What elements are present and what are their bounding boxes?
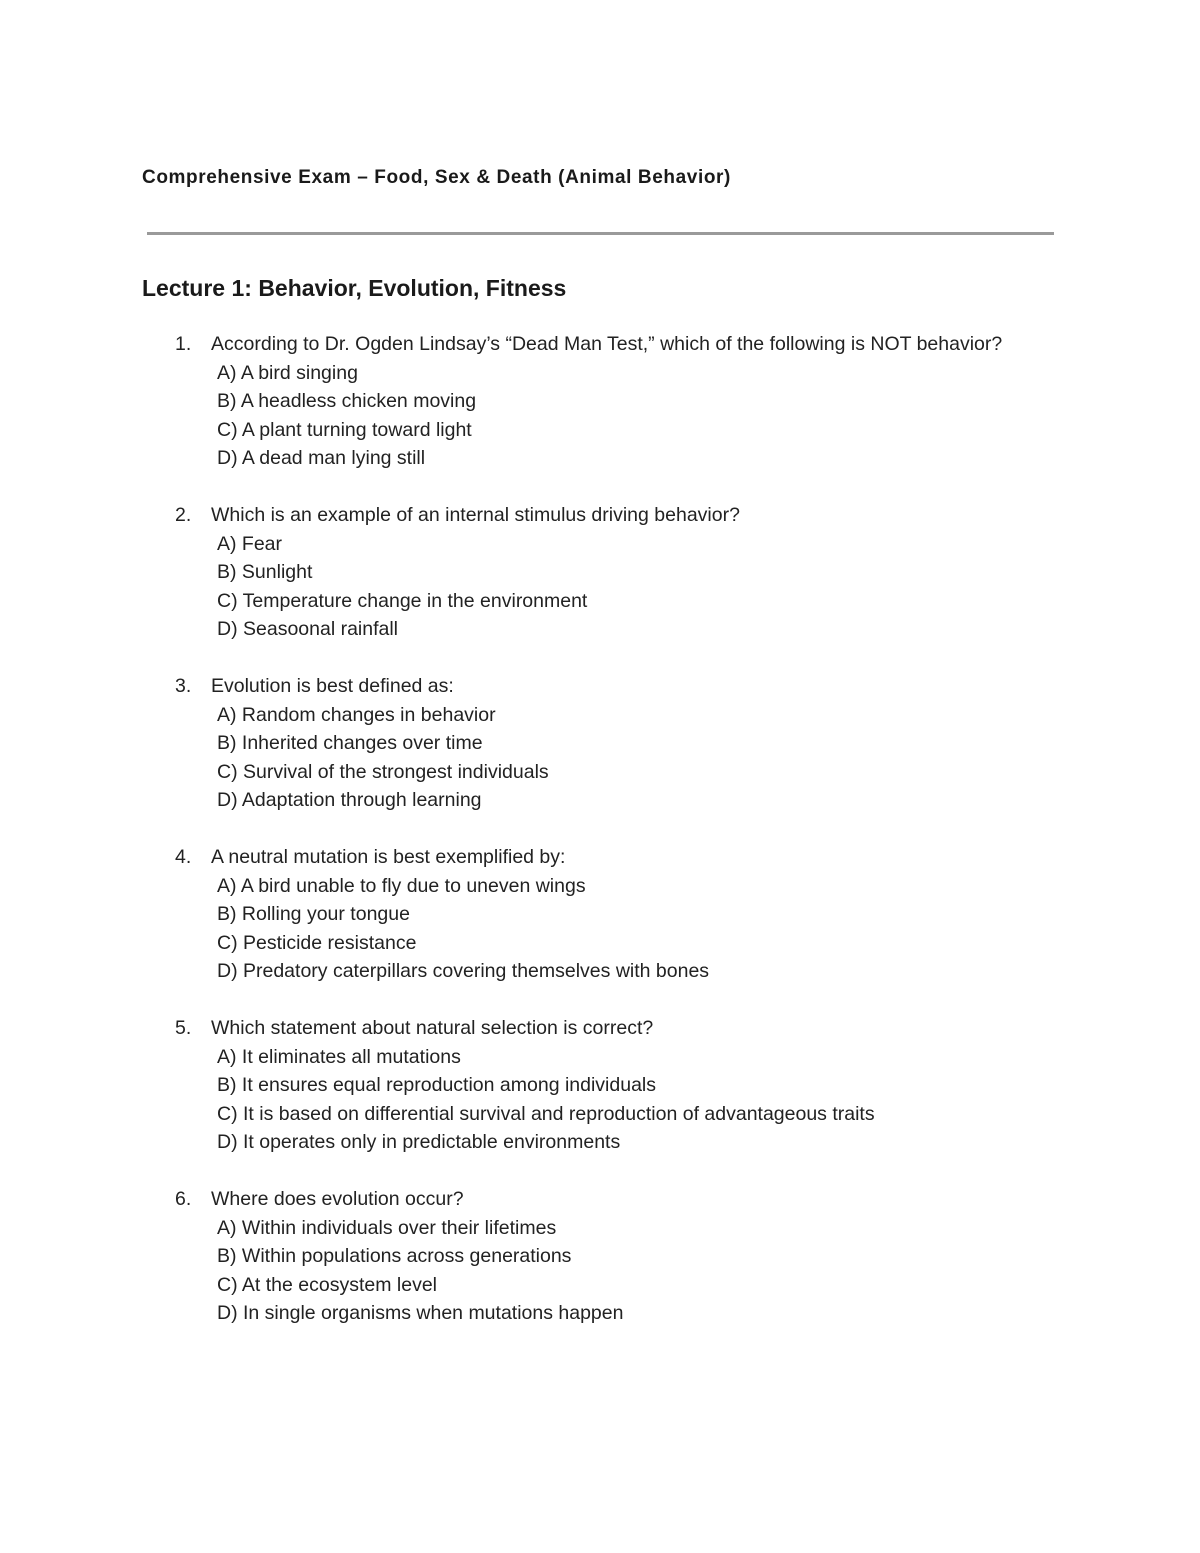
answer-option: A) Random changes in behavior xyxy=(217,703,496,726)
answer-options xyxy=(0,530,1200,644)
horizontal-rule xyxy=(147,232,1054,235)
answer-option: C) Temperature change in the environment xyxy=(217,589,588,612)
answer-option: D) Predatory caterpillars covering themselves with bones xyxy=(217,960,710,982)
question-number: 1. xyxy=(175,333,192,355)
answer-option: C) Survival of the strongest individuals xyxy=(217,760,549,783)
answer-option: C) A plant turning toward light xyxy=(217,418,472,441)
question-text: Which statement about natural selection is correct? xyxy=(211,1017,654,1039)
question-item xyxy=(0,501,1200,644)
document-title: Comprehensive Exam – Food, Sex & Death (Animal Behavior) xyxy=(142,167,731,188)
question-number: 4. xyxy=(175,846,192,868)
answer-option: C) At the ecosystem level xyxy=(217,1273,438,1296)
answer-option: A) Fear xyxy=(217,532,283,555)
answer-options xyxy=(0,872,1200,986)
question-item xyxy=(0,672,1200,815)
question-number: 3. xyxy=(175,675,192,697)
answer-option: B) Within populations across generations xyxy=(217,1245,572,1267)
question-text: Evolution is best defined as: xyxy=(211,675,454,697)
answer-option: D) It operates only in predictable environments xyxy=(217,1131,621,1153)
answer-option: B) Sunlight xyxy=(217,561,313,583)
answer-option: B) Rolling your tongue xyxy=(217,903,410,925)
question-text: A neutral mutation is best exemplified by: xyxy=(211,846,566,868)
question-list xyxy=(0,330,1200,1356)
answer-options xyxy=(0,1043,1200,1157)
question-item xyxy=(0,1185,1200,1328)
answer-option: D) In single organisms when mutations happen xyxy=(217,1302,624,1324)
question-text: Which is an example of an internal stimulus driving behavior? xyxy=(211,504,740,526)
answer-option: C) Pesticide resistance xyxy=(217,931,417,954)
answer-options xyxy=(0,1214,1200,1328)
section-heading: Lecture 1: Behavior, Evolution, Fitness xyxy=(142,275,567,301)
answer-option: B) Inherited changes over time xyxy=(217,732,483,754)
question-item xyxy=(0,1014,1200,1157)
answer-option: A) Within individuals over their lifetimes xyxy=(217,1216,557,1239)
question-item xyxy=(0,330,1200,473)
question-text: According to Dr. Ogden Lindsay’s “Dead Man Test,” which of the following is NOT behavior? xyxy=(211,333,1003,355)
answer-option: D) Adaptation through learning xyxy=(217,789,482,811)
answer-option: A) A bird unable to fly due to uneven wings xyxy=(217,874,586,897)
answer-option: A) It eliminates all mutations xyxy=(217,1045,461,1068)
answer-options xyxy=(0,359,1200,473)
question-number: 6. xyxy=(175,1188,192,1210)
question-item xyxy=(0,843,1200,986)
answer-option: A) A bird singing xyxy=(217,361,358,384)
question-number: 5. xyxy=(175,1017,192,1039)
answer-option: D) Seasoonal rainfall xyxy=(217,618,399,640)
answer-option: B) A headless chicken moving xyxy=(217,390,477,412)
answer-option: D) A dead man lying still xyxy=(217,447,426,469)
question-text: Where does evolution occur? xyxy=(211,1188,464,1210)
answer-option: B) It ensures equal reproduction among individuals xyxy=(217,1074,657,1096)
answer-option: C) It is based on differential survival and reproduction of advantageous traits xyxy=(217,1102,875,1125)
question-number: 2. xyxy=(175,504,192,526)
answer-options xyxy=(0,701,1200,815)
